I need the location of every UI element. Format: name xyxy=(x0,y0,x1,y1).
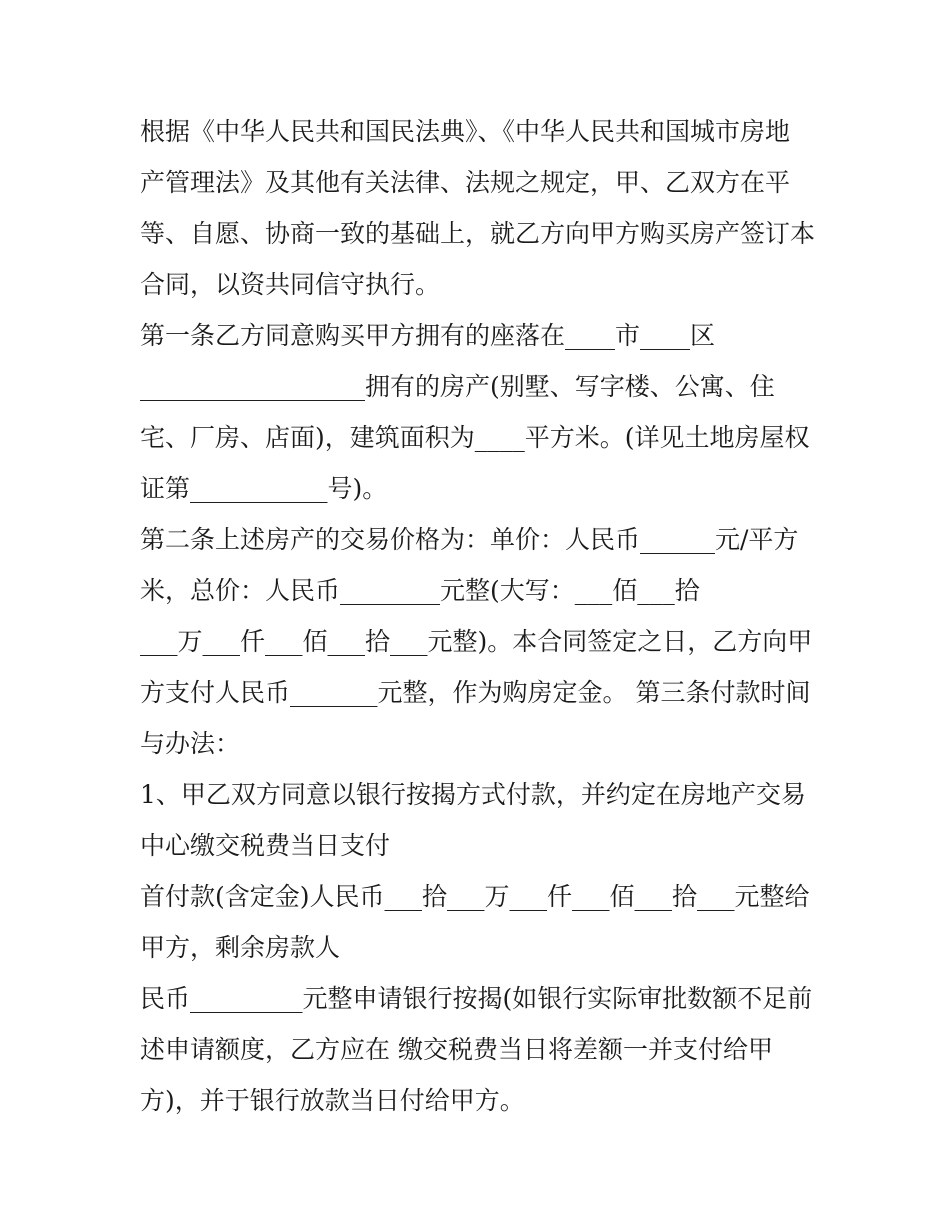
contract-body xyxy=(140,106,820,1126)
text-line: 宅、厂房、店面)，建筑面积为____平方米。(详见土地房屋权 xyxy=(140,423,810,452)
text-line: 中心缴交税费当日支付 xyxy=(140,831,391,860)
text-line: 方支付人民币_______元整，作为购房定金。 第三条付款时间 xyxy=(140,678,811,707)
text-line: 根据《中华人民共和国民法典》、《中华人民共和国城市房地 xyxy=(140,117,791,146)
text-line: __________________拥有的房产(别墅、写字楼、公寓、住 xyxy=(140,372,775,401)
text-line: 1、甲乙双方同意以银行按揭方式付款，并约定在房地产交易 xyxy=(140,780,806,809)
text-line: ___万___仟___佰___拾___元整)。本合同签定之日，乙方向甲 xyxy=(140,627,813,656)
text-line: 首付款(含定金)人民币___拾___万___仟___佰___拾___元整给 xyxy=(140,882,810,911)
text-line: 方)，并于银行放款当日付给甲方。 xyxy=(140,1086,525,1115)
text-line: 民币_________元整申请银行按揭(如银行实际审批数额不足前 xyxy=(140,984,813,1013)
text-line: 与办法： xyxy=(140,729,241,758)
text-line: 甲方，剩余房款人 xyxy=(140,933,341,962)
text-line: 产管理法》及其他有关法律、法规之规定，甲、乙双方在平 xyxy=(140,168,791,197)
text-line: 合同，以资共同信守执行。 xyxy=(140,270,441,299)
text-line: 等、自愿、协商一致的基础上，就乙方向甲方购买房产签订本 xyxy=(140,219,816,248)
text-line: 述申请额度，乙方应在 缴交税费当日将差额一并支付给甲 xyxy=(140,1035,773,1064)
text-line: 第二条上述房产的交易价格为：单价：人民币______元/平方 xyxy=(140,525,799,554)
text-line: 米，总价：人民币________元整(大写：___佰___拾 xyxy=(140,576,700,605)
text-line: 证第___________号)。 xyxy=(140,474,388,503)
text-line: 第一条乙方同意购买甲方拥有的座落在____市____区 xyxy=(140,321,716,350)
